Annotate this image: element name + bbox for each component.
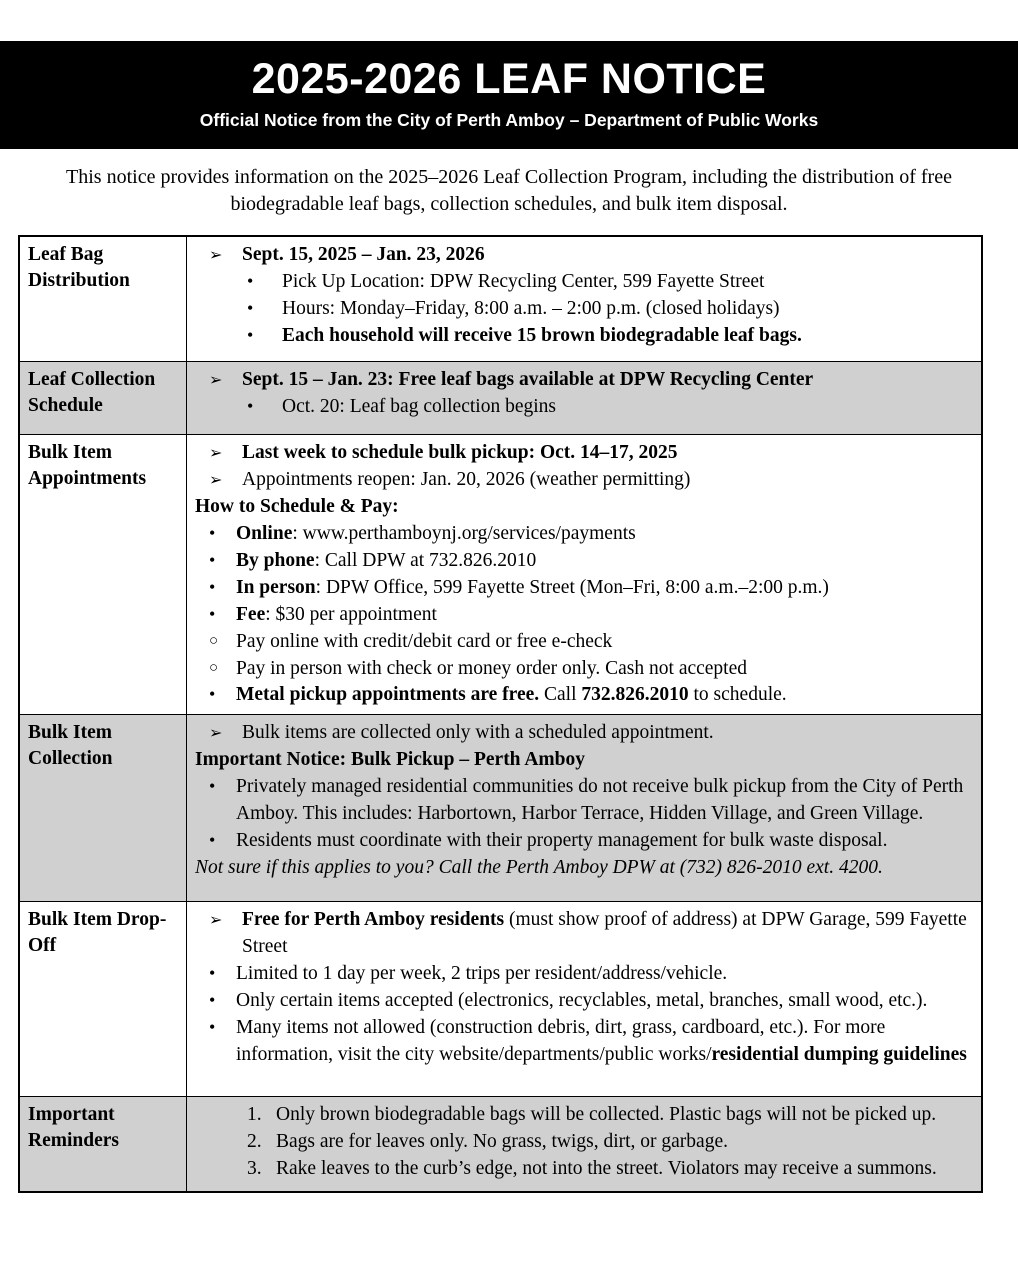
notice-table bbox=[18, 235, 983, 1193]
list-item bbox=[247, 269, 973, 296]
arrow-bullet-icon: ➢ bbox=[209, 725, 223, 743]
list-item bbox=[209, 367, 973, 394]
row-content bbox=[187, 362, 983, 435]
bullet-bullet-icon: • bbox=[247, 271, 254, 292]
text-segment: 732.826.2010 bbox=[581, 684, 689, 706]
row-content-inner bbox=[195, 720, 973, 896]
arrow-bullet-icon: ➢ bbox=[209, 372, 223, 390]
row-label: Bulk Item Collection bbox=[19, 715, 187, 902]
text-segment: Pay online with credit/debit card or free e-check bbox=[236, 630, 613, 652]
row-content-inner bbox=[195, 440, 973, 709]
notice-banner bbox=[0, 41, 1018, 149]
text-segment: : Call DPW at 732.826.2010 bbox=[314, 549, 537, 571]
text-segment: Each household will receive 15 brown biodegradable leaf bags. bbox=[282, 325, 802, 347]
bullet-bullet-icon: • bbox=[247, 325, 254, 346]
list-item bbox=[209, 720, 973, 747]
row-label: Leaf Collection Schedule bbox=[19, 362, 187, 435]
row-content-inner bbox=[195, 367, 973, 429]
list-item bbox=[247, 394, 973, 421]
page-subtitle: Official Notice from the City of Perth Amboy – Department of Public Works bbox=[199, 110, 819, 131]
text-segment: Not sure if this applies to you? Call the Perth Amboy DPW at (732) 826-2010 ext. 4200. bbox=[195, 856, 883, 878]
list-item bbox=[209, 548, 973, 575]
bullet-bullet-icon: • bbox=[209, 549, 216, 570]
table-row bbox=[19, 715, 982, 902]
text-segment: Appointments reopen: Jan. 20, 2026 (weather permitting) bbox=[242, 469, 691, 491]
text-segment: Rake leaves to the curb’s edge, not into the street. Violators may receive a summons. bbox=[276, 1158, 937, 1180]
table-row bbox=[19, 1097, 982, 1193]
item-text bbox=[236, 988, 973, 1015]
row-content-inner bbox=[195, 242, 973, 356]
bullet-bullet-icon: • bbox=[209, 963, 216, 984]
text-segment: Bags are for leaves only. No grass, twigs, dirt, or garbage. bbox=[276, 1131, 728, 1153]
text-segment: Fee bbox=[236, 603, 266, 625]
text-segment: : $30 per appointment bbox=[265, 603, 437, 625]
list-item bbox=[209, 602, 973, 629]
text-segment: Limited to 1 day per week, 2 trips per resident/address/vehicle. bbox=[236, 963, 728, 985]
list-item bbox=[209, 907, 973, 961]
arrow-bullet-icon: ➢ bbox=[209, 445, 223, 463]
text-segment: Sept. 15 – Jan. 23: Free leaf bags available at DPW Recycling Center bbox=[242, 369, 814, 391]
number-marker: 2. bbox=[247, 1131, 262, 1153]
text-segment: (must show proof of address) at DPW Garage, 599 Fayette Street bbox=[242, 909, 967, 958]
item-text bbox=[236, 548, 973, 575]
text-segment: Important Notice: Bulk Pickup – Perth Amboy bbox=[195, 749, 585, 771]
item-text bbox=[276, 1129, 973, 1156]
table-row bbox=[19, 902, 982, 1097]
row-label: Bulk Item Appointments bbox=[19, 435, 187, 715]
list-item bbox=[209, 828, 973, 855]
text-segment: to schedule. bbox=[688, 684, 787, 706]
item-text bbox=[195, 494, 973, 521]
row-label: Bulk Item Drop-Off bbox=[19, 902, 187, 1097]
bullet-bullet-icon: • bbox=[209, 523, 216, 544]
text-segment: Last week to schedule bulk pickup: Oct. 14–17, 2025 bbox=[242, 442, 678, 464]
item-text bbox=[282, 296, 973, 323]
item-text bbox=[242, 242, 973, 269]
item-text bbox=[242, 467, 973, 494]
item-text bbox=[195, 747, 973, 774]
text-segment: By phone bbox=[236, 549, 315, 571]
item-text bbox=[236, 1015, 973, 1069]
item-text bbox=[236, 682, 973, 709]
item-text bbox=[242, 367, 973, 394]
item-text bbox=[276, 1156, 973, 1183]
text-segment: Only brown biodegradable bags will be collected. Plastic bags will not be picked up. bbox=[276, 1104, 937, 1126]
item-text bbox=[195, 855, 973, 882]
row-label: Leaf Bag Distribution bbox=[19, 236, 187, 362]
notice-table-body bbox=[19, 236, 982, 1192]
row-content bbox=[187, 236, 983, 362]
intro-paragraph: This notice provides information on the 2025–2026 Leaf Collection Program, including the distribution of free biodegradable leaf bags, collection schedules, and bulk item disposal. bbox=[66, 166, 952, 216]
list-item bbox=[209, 521, 973, 548]
table-row bbox=[19, 236, 982, 362]
list-item bbox=[195, 747, 973, 774]
arrow-bullet-icon: ➢ bbox=[209, 912, 223, 930]
row-content bbox=[187, 1097, 983, 1193]
circle-bullet-icon: ○ bbox=[209, 632, 219, 649]
table-row bbox=[19, 435, 982, 715]
circle-bullet-icon: ○ bbox=[209, 659, 219, 676]
list-item bbox=[209, 961, 973, 988]
item-text bbox=[236, 961, 973, 988]
row-label: Important Reminders bbox=[19, 1097, 187, 1193]
bullet-bullet-icon: • bbox=[247, 396, 254, 417]
list-item bbox=[247, 1102, 973, 1129]
text-segment: : www.perthamboynj.org/services/payments bbox=[292, 523, 636, 545]
list-item bbox=[247, 323, 973, 350]
item-text bbox=[282, 394, 973, 421]
number-marker: 3. bbox=[247, 1158, 262, 1180]
list-item bbox=[209, 656, 973, 683]
text-segment: Sept. 15, 2025 – Jan. 23, 2026 bbox=[242, 244, 485, 266]
page-title: 2025-2026 LEAF NOTICE bbox=[251, 55, 767, 103]
list-item bbox=[209, 988, 973, 1015]
text-segment: residential dumping guidelines bbox=[711, 1043, 967, 1065]
list-item bbox=[209, 440, 973, 467]
text-segment: Online bbox=[236, 523, 293, 545]
row-content bbox=[187, 715, 983, 902]
bullet-bullet-icon: • bbox=[209, 603, 216, 624]
bullet-bullet-icon: • bbox=[209, 776, 216, 797]
text-segment: Only certain items accepted (electronics, recyclables, metal, branches, small wood, etc.). bbox=[236, 990, 928, 1012]
list-item bbox=[209, 629, 973, 656]
text-segment: Pick Up Location: DPW Recycling Center, 599 Fayette Street bbox=[282, 271, 765, 293]
text-segment: Many items not allowed (construction debris, dirt, grass, cardboard, etc.). For more information, visit the city website/departments/public works/ bbox=[236, 1016, 886, 1065]
text-segment: Call bbox=[539, 684, 582, 706]
table-row bbox=[19, 362, 982, 435]
item-text bbox=[242, 440, 973, 467]
list-item bbox=[209, 467, 973, 494]
item-text bbox=[236, 774, 973, 828]
bullet-bullet-icon: • bbox=[209, 990, 216, 1011]
bullet-bullet-icon: • bbox=[209, 576, 216, 597]
text-segment: Metal pickup appointments are free. bbox=[236, 684, 540, 706]
item-text bbox=[236, 602, 973, 629]
list-item bbox=[209, 575, 973, 602]
row-content-inner bbox=[195, 907, 973, 1091]
item-text bbox=[242, 907, 973, 961]
item-text bbox=[236, 575, 973, 602]
item-text bbox=[236, 521, 973, 548]
bullet-bullet-icon: • bbox=[209, 684, 216, 705]
list-item bbox=[209, 682, 973, 709]
item-text bbox=[236, 629, 973, 656]
list-item bbox=[195, 855, 973, 882]
text-segment: : DPW Office, 599 Fayette Street (Mon–Fri, 8:00 a.m.–2:00 p.m.) bbox=[315, 576, 829, 598]
list-item bbox=[247, 296, 973, 323]
text-segment: Bulk items are collected only with a scheduled appointment. bbox=[242, 722, 714, 744]
item-text bbox=[242, 720, 973, 747]
list-item bbox=[247, 1156, 973, 1183]
text-segment: Hours: Monday–Friday, 8:00 a.m. – 2:00 p.m. (closed holidays) bbox=[282, 298, 780, 320]
list-item bbox=[209, 242, 973, 269]
list-item bbox=[247, 1129, 973, 1156]
item-text bbox=[282, 269, 973, 296]
item-text bbox=[276, 1102, 973, 1129]
row-content bbox=[187, 435, 983, 715]
item-text bbox=[236, 828, 973, 855]
item-text bbox=[236, 656, 973, 683]
arrow-bullet-icon: ➢ bbox=[209, 472, 223, 490]
text-segment: Privately managed residential communities do not receive bulk pickup from the City of Perth Amboy. This includes: Harbortown, Harbor Terrace, Hidden Village, and Green Village. bbox=[236, 776, 964, 825]
arrow-bullet-icon: ➢ bbox=[209, 247, 223, 265]
bullet-bullet-icon: • bbox=[209, 1016, 216, 1037]
text-segment: In person bbox=[236, 576, 316, 598]
row-content-inner bbox=[195, 1102, 973, 1186]
row-content bbox=[187, 902, 983, 1097]
text-segment: How to Schedule & Pay: bbox=[195, 496, 399, 518]
item-text bbox=[282, 323, 973, 350]
text-segment: Pay in person with check or money order only. Cash not accepted bbox=[236, 657, 748, 679]
list-item bbox=[195, 494, 973, 521]
text-segment: Free for Perth Amboy residents bbox=[242, 909, 505, 931]
text-segment: Residents must coordinate with their property management for bulk waste disposal. bbox=[236, 829, 888, 851]
number-marker: 1. bbox=[247, 1104, 262, 1126]
list-item bbox=[209, 774, 973, 828]
text-segment: Oct. 20: Leaf bag collection begins bbox=[282, 396, 556, 418]
list-item bbox=[209, 1015, 973, 1069]
bullet-bullet-icon: • bbox=[247, 298, 254, 319]
bullet-bullet-icon: • bbox=[209, 829, 216, 850]
